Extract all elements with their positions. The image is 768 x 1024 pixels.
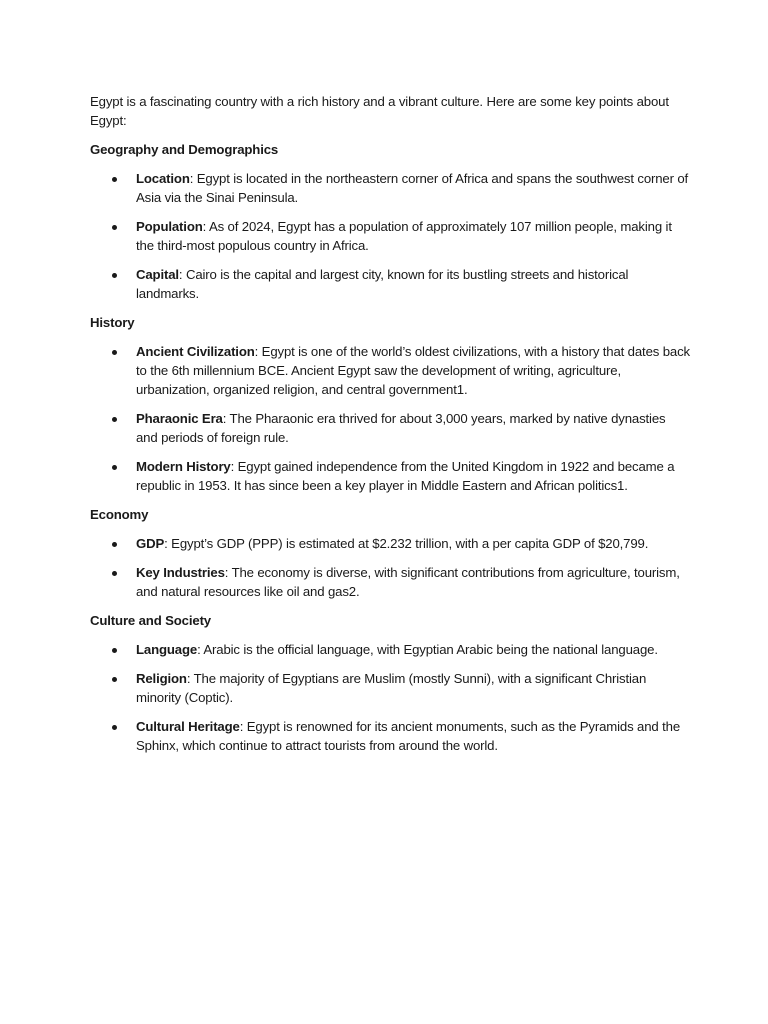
section-heading-geography: Geography and Demographics (90, 142, 279, 157)
item-text: : Egypt is one of the world’s oldest civilizations, with a history that dates back to the 6th millennium BCE. Ancient Egypt saw the development of writing, agriculture, urbanization, organized religion, and central government1. (136, 344, 690, 397)
bullet-icon (112, 273, 117, 278)
item-text: : Egypt’s GDP (PPP) is estimated at $2.232 trillion, with a per capita GDP of $20,799. (164, 536, 649, 551)
list-item (90, 717, 690, 755)
list-item (90, 457, 690, 495)
bullet-list-economy (90, 534, 690, 601)
item-term: GDP (136, 536, 165, 551)
item-text: : Arabic is the official language, with Egyptian Arabic being the national language. (197, 642, 658, 657)
list-item (90, 169, 690, 207)
item-term: Modern History (136, 459, 231, 474)
list-item (90, 534, 690, 553)
item-term: Religion (136, 671, 187, 686)
list-item (90, 342, 690, 399)
list-item (90, 265, 690, 303)
list-item (90, 563, 690, 601)
item-text: : Egypt is located in the northeastern corner of Africa and spans the southwest corner of Asia via the Sinai Peninsula. (136, 171, 689, 205)
section-heading-culture: Culture and Society (90, 613, 211, 628)
list-item (90, 640, 690, 659)
bullet-icon (112, 177, 117, 182)
list-item (90, 669, 690, 707)
item-text: : Egypt gained independence from the United Kingdom in 1922 and became a republic in 1953. It has since been a key player in Middle Eastern and African politics1. (136, 459, 675, 493)
bullet-icon (112, 677, 117, 682)
item-text: : The economy is diverse, with significant contributions from agriculture, tourism, and natural resources like oil and gas2. (136, 565, 680, 599)
item-text: : Egypt is renowned for its ancient monuments, such as the Pyramids and the Sphinx, which continue to attract tourists from around the world. (136, 719, 681, 753)
item-term: Population (136, 219, 203, 234)
item-text: : The majority of Egyptians are Muslim (mostly Sunni), with a significant Christian minority (Coptic). (136, 671, 647, 705)
item-term: Cultural Heritage (136, 719, 240, 734)
item-term: Language (136, 642, 198, 657)
bullet-list-geography (90, 169, 690, 303)
list-item (90, 409, 690, 447)
bullet-list-history (90, 342, 690, 495)
item-text: : As of 2024, Egypt has a population of approximately 107 million people, making it the third-most populous country in Africa. (136, 219, 672, 253)
list-item (90, 217, 690, 255)
item-text: : Cairo is the capital and largest city, known for its bustling streets and historical landmarks. (136, 267, 629, 301)
bullet-icon (112, 648, 117, 653)
item-term: Location (136, 171, 190, 186)
intro-paragraph: Egypt is a fascinating country with a rich history and a vibrant culture. Here are some key points about Egypt: (90, 94, 669, 128)
bullet-icon (112, 225, 117, 230)
item-term: Pharaonic Era (136, 411, 223, 426)
bullet-icon (112, 542, 117, 547)
item-term: Ancient Civilization (136, 344, 255, 359)
section-heading-history: History (90, 315, 135, 330)
bullet-icon (112, 725, 117, 730)
bullet-icon (112, 417, 117, 422)
section-heading-economy: Economy (90, 507, 149, 522)
item-term: Capital (136, 267, 179, 282)
document-page (90, 92, 690, 765)
bullet-icon (112, 571, 117, 576)
item-text: : The Pharaonic era thrived for about 3,000 years, marked by native dynasties and periods of foreign rule. (136, 411, 666, 445)
bullet-icon (112, 350, 117, 355)
bullet-icon (112, 465, 117, 470)
bullet-list-culture (90, 640, 690, 755)
item-term: Key Industries (136, 565, 225, 580)
